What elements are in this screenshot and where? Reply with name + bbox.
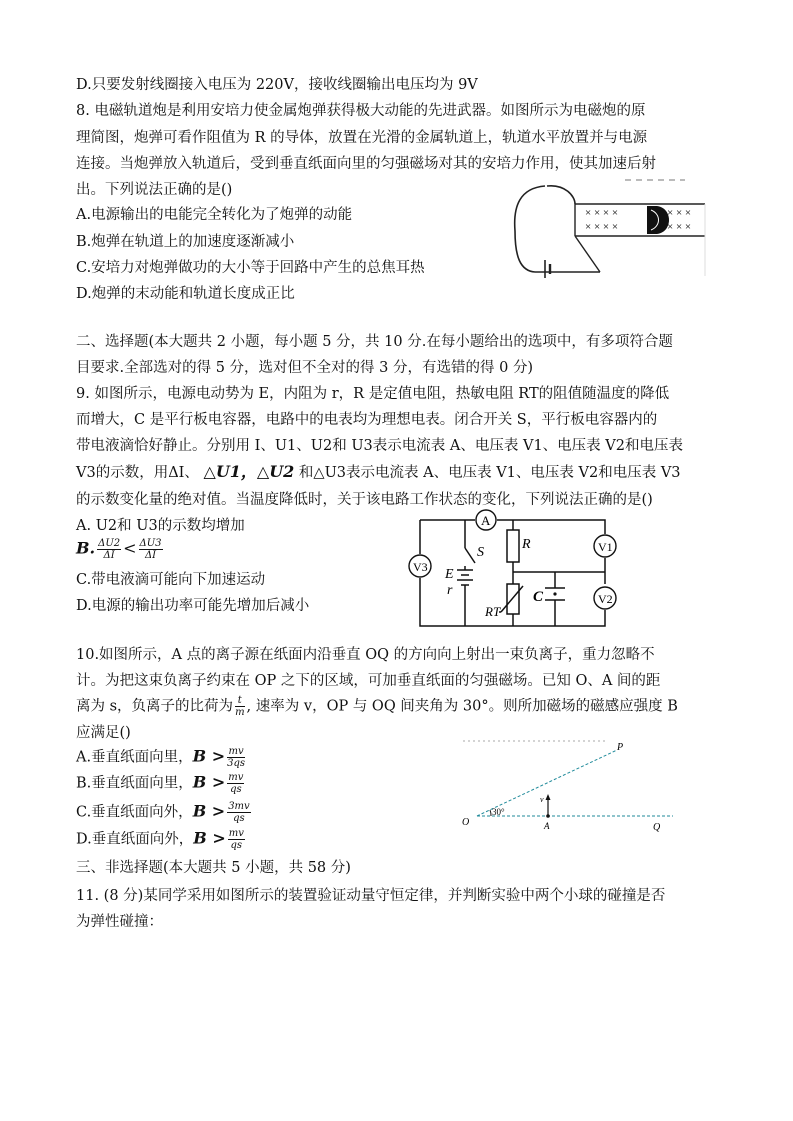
q9-stem-4 — [76, 462, 681, 483]
q10-charge-ratio: $\frac{t}{m}$ — [235, 695, 245, 718]
q7-option-d: D.只要发射线圈接入电压为 220V，接收线圈输出电压均为 9V — [76, 77, 478, 93]
q10-option-d: D.垂直纸面向外，B > $\frac{mv}{qs}$ — [76, 828, 244, 851]
voltmeter-v1-label: V1 — [598, 540, 613, 554]
q9-stem-1: 9. 如图所示，电源电动势为 E，内阻为 r，R 是定值电阻，热敏电阻 RT的阻值随温度的降低 — [76, 386, 670, 402]
q10-stem-3 — [76, 695, 678, 718]
q8-option-b: B.炮弹在轨道上的加速度逐渐减小 — [76, 234, 295, 250]
q8-option-d: D.炮弹的末动能和轨道长度成正比 — [76, 286, 295, 302]
q10-stem-1: 10.如图所示，A 点的离子源在纸面内沿垂直 OQ 的方向向上射出一束负离子，重力忽略不 — [76, 647, 655, 663]
resistor-label: R — [522, 537, 531, 552]
svg-text:× × ×: × × × — [667, 207, 692, 219]
circuit-figure — [405, 508, 630, 633]
q9-stem-4-c: 和△U3表示电流表 A、电压表 V1、电压表 V2和电压表 V3 — [298, 465, 681, 481]
point-q-label: Q — [653, 822, 661, 833]
q9-stem-4-a: V3的示数，用ΔI、 — [76, 465, 199, 481]
q9-frac-du3: $\frac{\Delta U3}{\Delta I}$ — [139, 538, 162, 561]
voltmeter-v2-label: V2 — [598, 592, 613, 606]
capacitor-label: C — [533, 589, 544, 605]
q10-option-c: C.垂直纸面向外，B > $\frac{3mv}{qs}$ — [76, 801, 250, 824]
q8-option-a: A.电源输出的电能完全转化为了炮弹的动能 — [76, 207, 353, 223]
q10-stem-3-b: , 速率为 v，OP 与 OQ 间夹角为 30°。则所加磁场的磁感应强度 B — [246, 698, 678, 715]
q9-option-a: A. U2和 U3的示数均增加 — [76, 518, 245, 534]
internal-resistance-label: r — [447, 583, 453, 598]
q8-option-c: C.安培力对炮弹做功的大小等于回路中产生的总焦耳热 — [76, 260, 425, 276]
q9-option-d: D.电源的输出功率可能先增加后减小 — [76, 598, 310, 614]
q9-stem-2: 而增大，C 是平行板电容器，电路中的电表均为理想电表。闭合开关 S，平行板电容器内的 — [76, 412, 658, 428]
q11-stem-2: 为弹性碰撞： — [76, 914, 163, 930]
section-2-heading-1: 二、选择题(本大题共 2 小题，每小题 5 分，共 10 分.在每小题给出的选项中，有多项符合题 — [76, 334, 673, 350]
section-2-heading-2: 目要求.全部选对的得 5 分，选对但不全对的得 3 分，有选错的得 0 分) — [76, 360, 534, 376]
q10-option-a: A.垂直纸面向里，B > $\frac{mv}{3qs}$ — [76, 746, 245, 769]
q10-stem-4: 应满足() — [76, 725, 131, 741]
q9-less-than: < — [123, 538, 137, 558]
velocity-label: v — [540, 795, 544, 804]
point-p-label: P — [617, 742, 624, 753]
q10-stem-3-a: 离为 s，负离子的比荷为 — [76, 698, 234, 715]
point-a-label: A — [544, 821, 550, 831]
q8-stem-1: 8. 电磁轨道炮是利用安培力使金属炮弹获得极大动能的先进武器。如图所示为电磁炮的原 — [76, 103, 646, 119]
q8-stem-2: 理简图，炮弹可看作阻值为 R 的导体，放置在光滑的金属轨道上，轨道水平放置并与电源 — [76, 130, 648, 146]
point-o-label: O — [462, 817, 470, 828]
q9-option-b-label: B. — [76, 538, 96, 558]
q8-stem-3: 连接。当炮弹放入轨道后，受到垂直纸面向里的匀强磁场对其的安培力作用，使其加速后射 — [76, 156, 656, 172]
svg-text:× × ×: × × × — [667, 221, 692, 233]
q9-option-b — [76, 538, 165, 561]
q9-delta-u1-u2: △U1，△U2 — [203, 462, 295, 481]
thermistor-label: RT — [485, 604, 501, 619]
voltmeter-v3-label: V3 — [413, 560, 428, 574]
angle-label: 30° — [492, 807, 505, 817]
field-geometry-figure — [455, 738, 705, 833]
q9-stem-3: 带电液滴恰好静止。分别用 I、U1、U2和 U3表示电流表 A、电压表 V1、电压表 V2和电压表 — [76, 438, 683, 454]
section-3-heading: 三、非选择题(本大题共 5 小题，共 58 分) — [76, 860, 351, 876]
switch-label: S — [477, 545, 484, 560]
q9-frac-du2: $\frac{\Delta U2}{\Delta I}$ — [98, 538, 121, 561]
q11-stem-1: 11. (8 分)某同学采用如图所示的装置验证动量守恒定律，并判断实验中两个小球的碰撞是否 — [76, 888, 666, 904]
field-crosses-row1: × × × × — [585, 207, 619, 219]
q10-option-b: B.垂直纸面向里，B > $\frac{mv}{qs}$ — [76, 772, 244, 795]
railgun-figure — [505, 176, 710, 281]
q9-stem-5: 的示数变化量的绝对值。当温度降低时，关于该电路工作状态的变化，下列说法正确的是() — [76, 492, 653, 508]
q10-stem-2: 计。为把这束负离子约束在 OP 之下的区域，可加垂直纸面的匀强磁场。已知 O、A 间的距 — [76, 673, 661, 689]
q8-stem-4: 出。下列说法正确的是() — [76, 182, 233, 198]
ammeter-label: A — [481, 513, 491, 528]
q9-option-c: C.带电液滴可能向下加速运动 — [76, 572, 266, 588]
field-crosses-row2: × × × × — [585, 221, 619, 233]
emf-label: E — [445, 567, 454, 582]
